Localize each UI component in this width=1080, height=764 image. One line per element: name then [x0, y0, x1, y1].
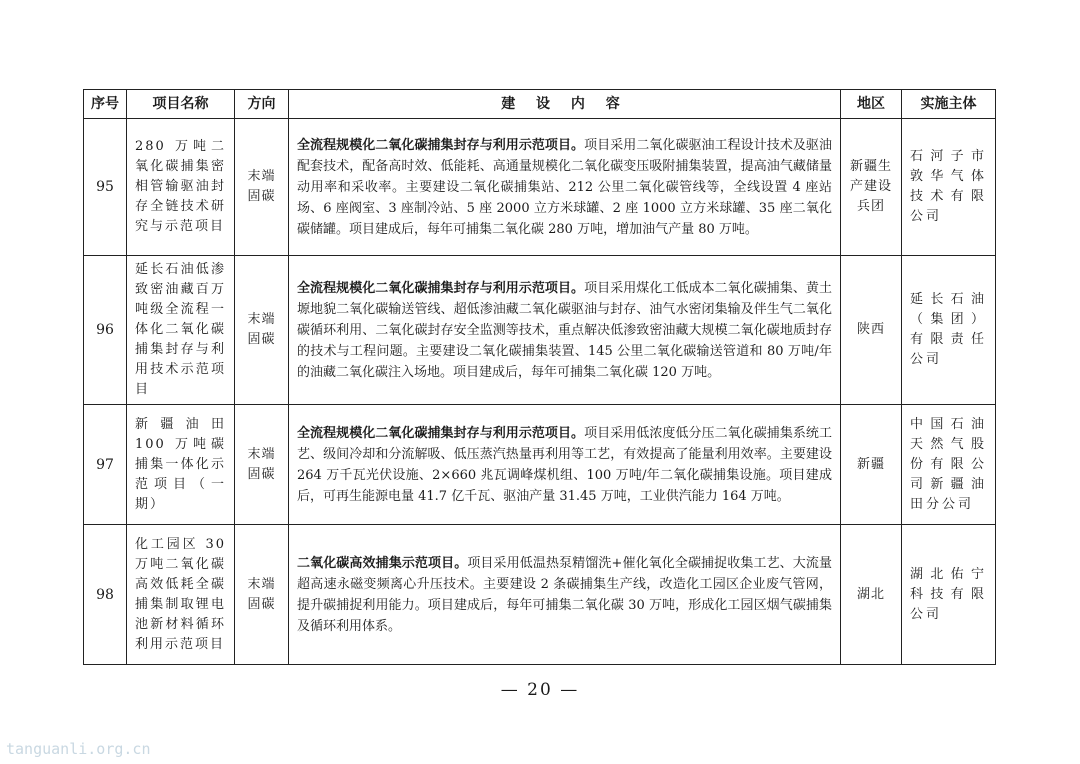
row-content-body: 项目采用二氧化碳驱油工程设计技术及驱油配套技术，配备高时效、低能耗、高通量规模化二氧化碳变压吸附捕集装置，提高油气藏储量动用率和采收率。主要建设二氧化碳捕集站、212 公里二氧化碳管线等，全线设置 4 座站场、6 座阀室、3 座制冷站、5 座 2000 立方米球罐、2 座 1000 立方米球罐、35 座二氧化碳储罐。项目建成后，每年可捕集二氧化碳 280 万吨，增加油气产量 80 万吨。: [297, 137, 832, 237]
row-region: 湖北: [841, 525, 902, 665]
row-direction: 末端固碳: [235, 119, 289, 256]
row-direction: 末端固碳: [235, 405, 289, 525]
row-content-body: 项目采用低浓度低分压二氧化碳捕集系统工艺、级间冷却和分流解吸、低压蒸汽热量再利用等工艺，有效提高了能量利用效率。主要建设 264 万千瓦光伏设施、2×660 兆瓦调峰煤机组、100 万吨/年二氧化碳捕集设施。项目建成后，可再生能源电量 41.7 亿千瓦、驱油产量 31.45 万吨，工业供汽能力 164 万吨。: [297, 425, 832, 504]
header-entity: 实施主体: [902, 90, 996, 119]
table-row: [84, 525, 996, 665]
row-content: [289, 256, 841, 405]
header-no: 序号: [84, 90, 127, 119]
row-content: [289, 405, 841, 525]
row-entity: 延长石油（集团）有限责任公司: [902, 256, 996, 405]
row-content-body: 项目采用低温热泵精馏洗+催化氧化全碳捕捉收集工艺、大流量超高速永磁变频离心升压技术。主要建设 2 条碳捕集生产线，改造化工园区企业废气管网，提升碳捕捉利用能力。项目建成后，每年可捕集二氧化碳 30 万吨，形成化工园区烟气碳捕集及循环利用体系。: [297, 555, 832, 634]
table-row: [84, 256, 996, 405]
row-content: [289, 525, 841, 665]
project-table: [83, 89, 996, 665]
row-direction: 末端固碳: [235, 525, 289, 665]
header-name: 项目名称: [127, 90, 235, 119]
row-no: 98: [84, 525, 127, 665]
watermark: tanguanli.org.cn: [6, 740, 151, 758]
row-entity: 中国石油天然气股份有限公司新疆油田分公司: [902, 405, 996, 525]
row-project-name: 延长石油低渗致密油藏百万吨级全流程一体化二氧化碳捕集封存与利用技术示范项目: [127, 256, 235, 405]
row-no: 96: [84, 256, 127, 405]
row-direction: 末端固碳: [235, 256, 289, 405]
row-content-lead: 二氧化碳高效捕集示范项目。: [297, 555, 468, 571]
header-direction: 方向: [235, 90, 289, 119]
row-project-name: 280 万吨二氧化碳捕集密相管输驱油封存全链技术研究与示范项目: [127, 119, 235, 256]
row-content: [289, 119, 841, 256]
row-region: 新疆生产建设兵团: [841, 119, 902, 256]
row-content-body: 项目采用煤化工低成本二氧化碳捕集、黄土塬地貌二氧化碳输送管线、超低渗油藏二氧化碳驱油与封存、油气水密闭集输及伴生气二氧化碳循环利用、二氧化碳封存安全监测等技术，重点解决低渗致密油藏大规模二氧化碳地质封存的技术与工程问题。主要建设二氧化碳捕集装置、145 公里二氧化碳输送管道和 80 万吨/年的油藏二氧化碳注入场地。项目建成后，每年可捕集二氧化碳 120 万吨。: [297, 280, 832, 380]
row-content-lead: 全流程规模化二氧化碳捕集封存与利用示范项目。: [297, 280, 585, 296]
row-content-lead: 全流程规模化二氧化碳捕集封存与利用示范项目。: [297, 425, 585, 441]
table-row: [84, 405, 996, 525]
table-header-row: [84, 90, 996, 119]
row-project-name: 化工园区 30 万吨二氧化碳高效低耗全碳捕集制取锂电池新材料循环利用示范项目: [127, 525, 235, 665]
header-region: 地区: [841, 90, 902, 119]
row-entity: 湖北佑宁科技有限公司: [902, 525, 996, 665]
row-region: 新疆: [841, 405, 902, 525]
row-region: 陕西: [841, 256, 902, 405]
row-no: 95: [84, 119, 127, 256]
row-no: 97: [84, 405, 127, 525]
page-number: — 20 —: [500, 680, 580, 700]
row-project-name: 新疆油田 100 万吨碳捕集一体化示范项目（一期）: [127, 405, 235, 525]
table-row: [84, 119, 996, 256]
row-entity: 石河子市敦华气体技术有限公司: [902, 119, 996, 256]
row-content-lead: 全流程规模化二氧化碳捕集封存与利用示范项目。: [297, 137, 585, 153]
header-content: 建 设 内 容: [289, 90, 841, 119]
